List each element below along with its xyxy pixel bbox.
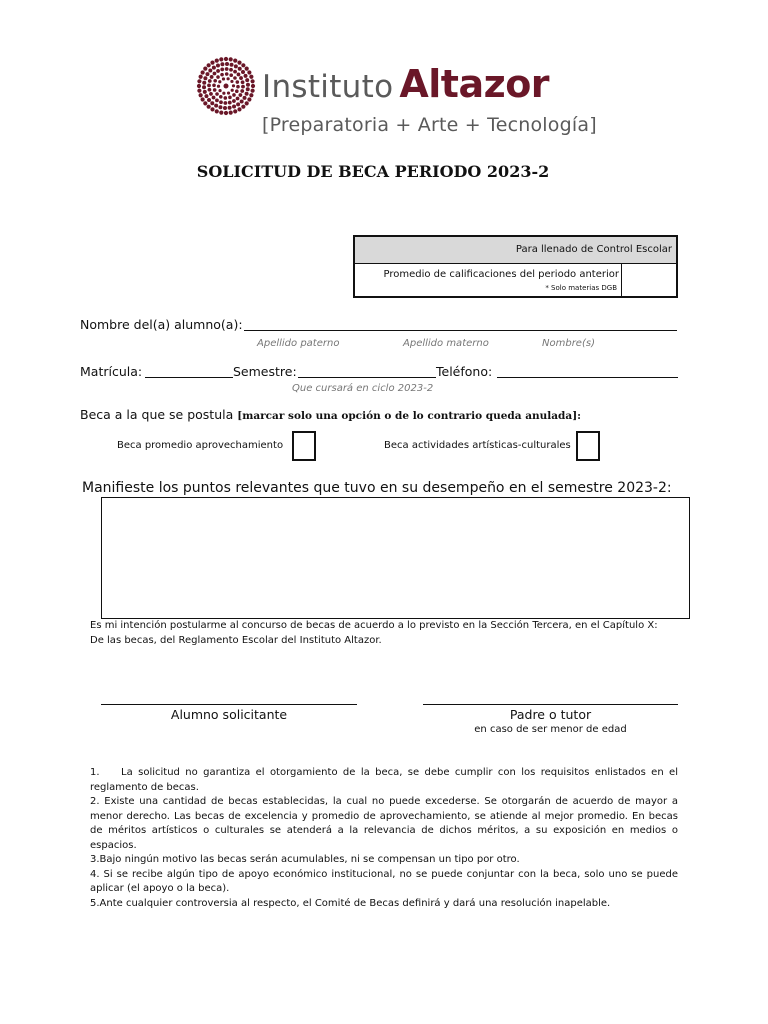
student-name-field[interactable] xyxy=(244,330,677,331)
beca-label-text: Beca a la que se postula xyxy=(80,407,234,422)
parent-signature-note: en caso de ser menor de edad xyxy=(474,724,627,735)
logo-tagline: [Preparatoria + Arte + Tecnología] xyxy=(262,114,597,136)
semestre-hint: Que cursará en ciclo 2023-2 xyxy=(292,383,434,394)
option-artisticas-label: Beca actividades artísticas-culturales xyxy=(384,440,571,451)
option-artisticas-checkbox[interactable] xyxy=(576,431,600,461)
telefono-label: Teléfono: xyxy=(436,364,493,379)
matricula-label: Matrícula: xyxy=(80,364,143,379)
student-signature-label: Alumno solicitante xyxy=(170,707,288,722)
beca-label xyxy=(80,407,581,422)
semestre-label: Semestre: xyxy=(233,364,297,379)
manifest-label: Manifieste los puntos relevantes que tuvo en su desempeño en el semestre 2023-2: xyxy=(82,480,672,496)
declaration xyxy=(90,619,690,648)
average-grade-field[interactable] xyxy=(622,264,676,298)
telefono-field[interactable] xyxy=(497,377,678,378)
rules-list xyxy=(90,766,678,911)
declaration-line-1: Es mi intención postularme al concurso de becas de acuerdo a lo previsto en la Sección Tercera, en el Capítulo X: xyxy=(90,620,658,631)
option-promedio-checkbox[interactable] xyxy=(292,431,316,461)
semestre-field[interactable] xyxy=(298,377,436,378)
control-escolar-box xyxy=(353,235,678,298)
control-box-header: Para llenado de Control Escolar xyxy=(355,237,676,264)
control-box-note: * Solo materias DGB xyxy=(545,284,617,292)
student-signature-line[interactable] xyxy=(101,704,357,705)
control-box-label: Promedio de calificaciones del periodo anterior xyxy=(383,269,619,280)
rule-item: 5.Ante cualquier controversia al respecto, el Comité de Becas definirá y dará una resolución inapelable. xyxy=(90,897,611,909)
beca-note: [marcar solo una opción o de lo contrario queda anulada]: xyxy=(237,410,582,422)
student-name-label: Nombre del(a) alumno(a): xyxy=(80,317,243,332)
manifest-textarea[interactable] xyxy=(101,497,690,619)
control-box-label-cell xyxy=(355,264,622,298)
hint-nombres: Nombre(s) xyxy=(542,338,595,349)
rule-item: 2. Existe una cantidad de becas establecidas, la cual no puede excederse. Se otorgarán de acuerdo de mayor a menor derecho. Las becas de excelencia y promedio de aprovechamiento, se atiende al mejor promedio. En becas de méritos artísticos o culturales se atenderá a la relevancia de dichos méritos, a su exposición en medios o espacios. xyxy=(90,796,678,851)
rule-item: 4. Si se recibe algún tipo de apoyo económico institucional, no se puede conjuntar con la beca, solo uno se puede aplicar (el apoyo o la beca). xyxy=(90,868,678,894)
logo-mark-icon xyxy=(196,56,256,116)
matricula-field[interactable] xyxy=(145,377,233,378)
parent-signature-line[interactable] xyxy=(423,704,678,705)
declaration-line-2: De las becas, del Reglamento Escolar del Instituto Altazor. xyxy=(90,634,382,646)
logo-name-light: Instituto xyxy=(262,69,394,105)
hint-apellido-paterno: Apellido paterno xyxy=(257,338,340,349)
option-promedio-label: Beca promedio aprovechamiento xyxy=(117,440,284,451)
parent-signature-label: Padre o tutor xyxy=(509,707,592,722)
document-title: SOLICITUD DE BECA PERIODO 2023-2 xyxy=(196,162,550,181)
logo-name-bold: Altazor xyxy=(399,62,550,106)
rule-item: 3.Bajo ningún motivo las becas serán acumulables, ni se compensan un tipo por otro. xyxy=(90,854,520,865)
rule-item: 1. La solicitud no garantiza el otorgamiento de la beca, se debe cumplir con los requisitos enlistados en el reglamento de becas. xyxy=(90,767,678,793)
logo-name xyxy=(262,62,549,106)
hint-apellido-materno: Apellido materno xyxy=(403,338,489,349)
